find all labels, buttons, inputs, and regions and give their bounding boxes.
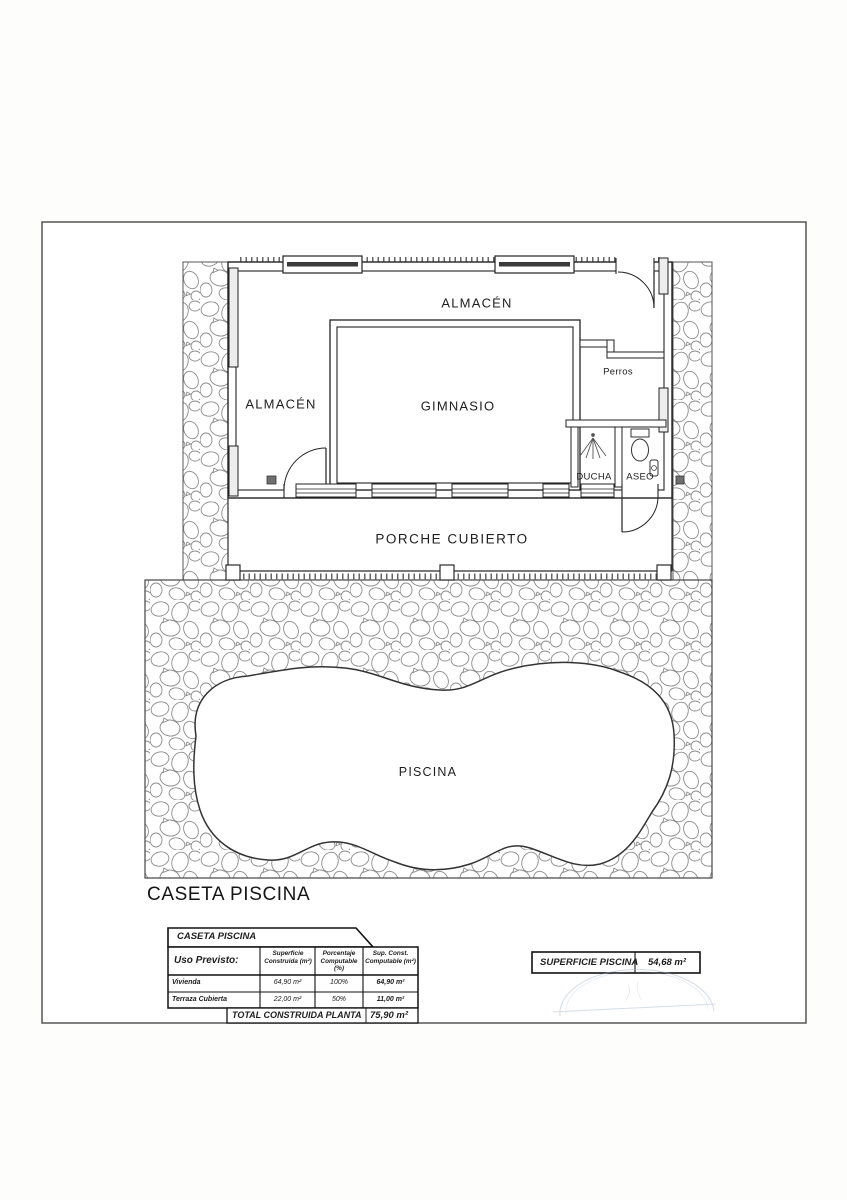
room-label-gimnasio: GIMNASIO [420,398,496,414]
usage-table-title: CASETA PISCINA [177,931,257,942]
usage-table-col-comp: Sup. Const. Computable (m²) [365,950,416,965]
utility-box [676,476,684,484]
utility-box [267,476,276,484]
table-cell: 50% [331,996,346,1003]
table-row-name: Terraza Cubierta [172,996,227,1003]
window [296,484,614,497]
usage-table-col-uso: Uso Previsto: [174,955,239,966]
usage-table-total-value: 75,90 m² [370,1010,409,1021]
table-cell: 100% [330,979,348,986]
room-label-almacen-top: ALMACÉN [441,295,513,311]
room-label-perros: Perros [603,366,633,378]
table-row-name: Vivienda [172,979,201,986]
toilet-icon [631,429,649,461]
room-label-aseo: ASEO [626,471,654,483]
room-label-porche: PORCHE CUBIERTO [375,531,529,547]
table-cell: 64,90 m² [376,979,405,986]
table-cell: 22,00 m² [273,996,302,1003]
table-cell: 64,90 m² [273,979,302,986]
usage-table-col-sup: Superficie Construida (m²) [264,950,312,965]
usage-table-total-label: TOTAL CONSTRUIDA PLANTA [232,1010,362,1020]
room-label-almacen-left: ALMACÉN [245,396,317,412]
room-label-piscina: PISCINA [398,765,458,779]
room-label-ducha: DUCHA [576,471,612,483]
page-title: CASETA PISCINA [147,884,311,905]
pool-surface-value: 54,68 m² [647,957,687,968]
usage-table-col-pct: Porcentaje Computable (%) [320,950,358,973]
table-cell: 11,00 m² [376,996,405,1003]
pool-surface-label: SUPERFICIE PISCINA [540,957,639,968]
